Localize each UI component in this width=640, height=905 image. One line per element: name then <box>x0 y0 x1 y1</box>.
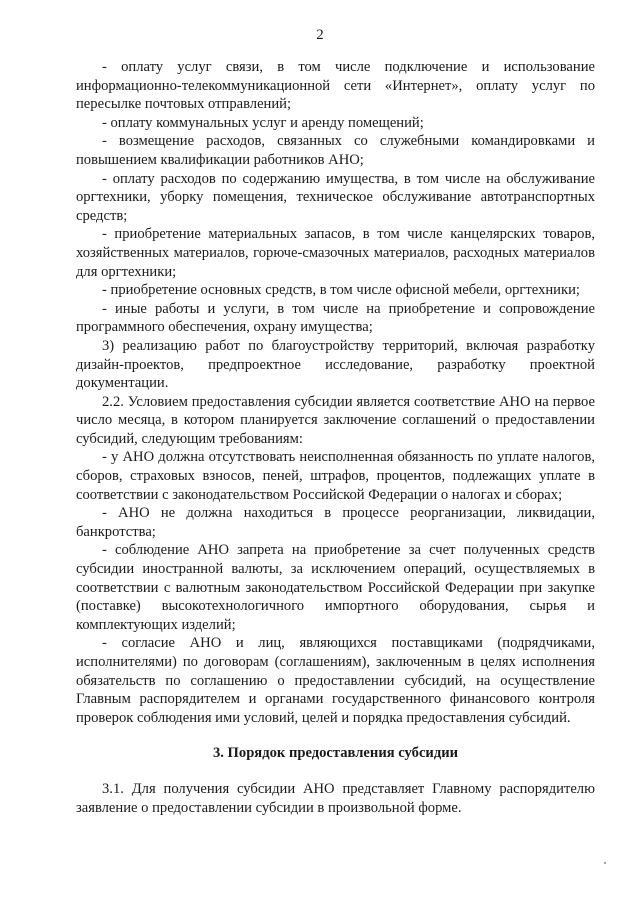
paragraph: - у АНО должна отсутствовать неисполненная обязанность по уплате налогов, сборов, страховых взносов, пеней, штрафов, процентов, подлежащих уплате в соответствии с законодательством Российской Федерации о налогах и сборах; <box>76 449 595 503</box>
section-heading: 3. Порядок предоставления субсидии <box>212 745 459 762</box>
document-body <box>76 58 595 817</box>
paragraph: - соблюдение АНО запрета на приобретение за счет полученных средств субсидии иностранной валюты, за исключением операций, осуществляемых в соответствии с валютным законодательством Российской Федерации при закупке (поставке) высокотехнологичного импортного оборудования, сырья и комплектующих изделий; <box>76 542 595 633</box>
paragraph: - приобретение материальных запасов, в том числе канцелярских товаров, хозяйственных материалов, горюче-смазочных материалов, расходных материалов для оргтехники; <box>76 226 595 280</box>
paragraph: - оплату коммунальных услуг и аренду помещений; <box>102 114 424 131</box>
scan-speck <box>604 862 606 864</box>
paragraph: - оплату расходов по содержанию имущества, в том числе на обслуживание оргтехники, уборку помещения, техническое обслуживание автотранспортных средств; <box>76 170 595 224</box>
paragraph: - оплату услуг связи, в том числе подключение и использование информационно-телекоммуникационной сети «Интернет», оплату услуг по пересылке почтовых отправлений; <box>76 59 595 113</box>
paragraph: - согласие АНО и лиц, являющихся поставщиками (подрядчиками, исполнителями) по договорам (соглашениям), заключенным в целях исполнения обязательств по соглашению о предоставлении субсидий, на осуществление Главным распорядителем и органами государственного финансового контроля проверок соблюдения ими условий, целей и порядка предоставления субсидий. <box>76 635 595 726</box>
paragraph: 2.2. Условием предоставления субсидии является соответствие АНО на первое число месяца, в котором планируется заключение соглашений о предоставлении субсидий, следующим требованиям: <box>76 393 595 447</box>
paragraph: - АНО не должна находиться в процессе реорганизации, ликвидации, банкротства; <box>76 505 595 540</box>
paragraph: 3) реализацию работ по благоустройству территорий, включая разработку дизайн-проектов, предпроектное исследование, разработку проектной документации. <box>76 337 595 392</box>
paragraph: - иные работы и услуги, в том числе на приобретение и сопровождение программного обеспечения, охрану имущества; <box>76 300 595 336</box>
paragraph: - возмещение расходов, связанных со служебными командировками и повышением квалификации работников АНО; <box>76 133 595 168</box>
page-number: 2 <box>316 27 324 43</box>
paragraph: 3.1. Для получения субсидии АНО представляет Главному распорядителю заявление о предоставлении субсидии в произвольной форме. <box>76 780 595 816</box>
paragraph: - приобретение основных средств, в том числе офисной мебели, оргтехники; <box>102 282 580 299</box>
